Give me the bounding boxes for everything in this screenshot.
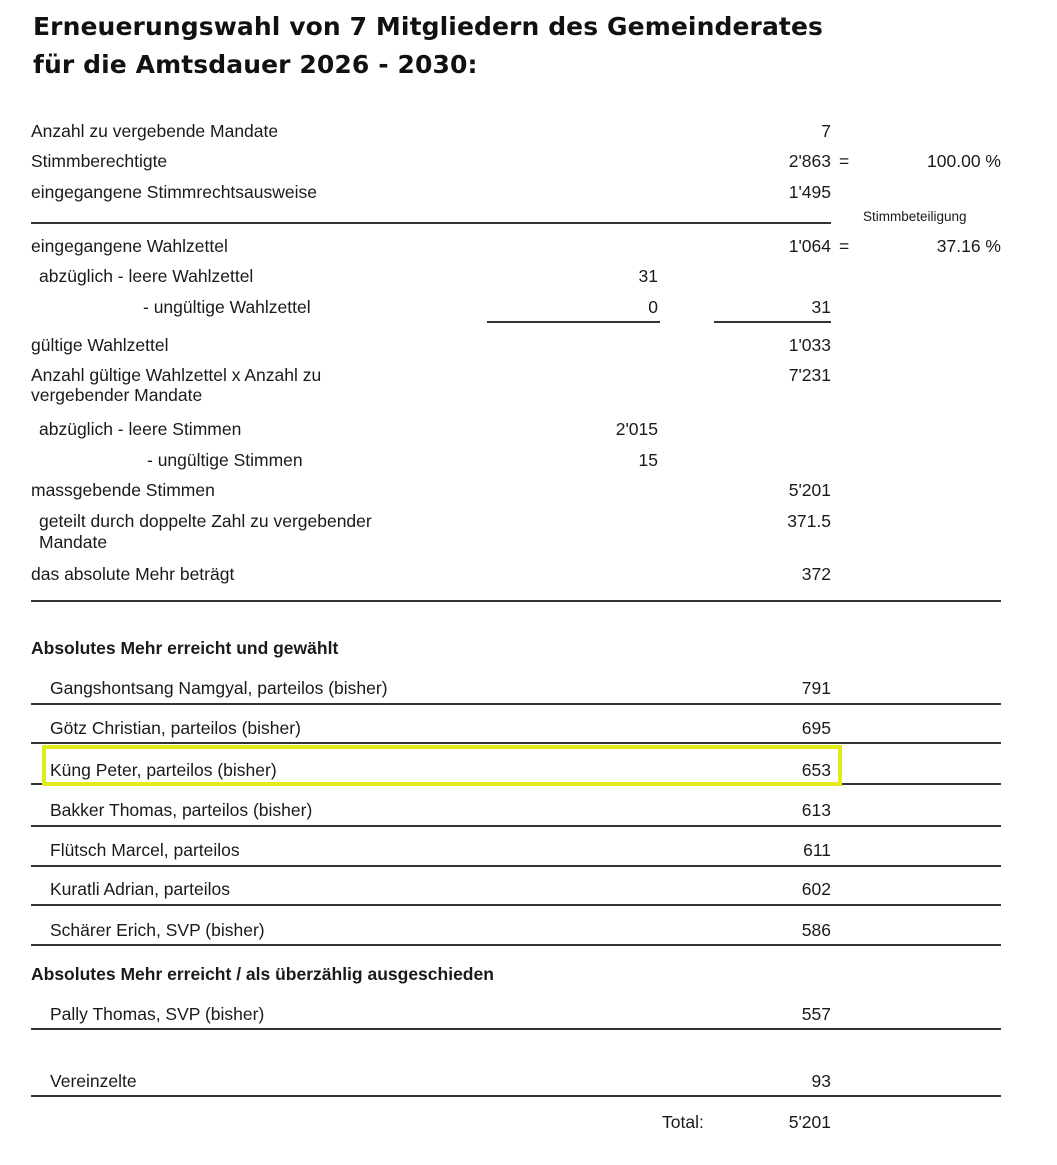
minus-invalid-ballots-label: - ungültige Wahlzettel (143, 297, 311, 317)
row-divider (31, 742, 1001, 744)
page-title-line-2: für die Amtsdauer 2026 - 2030: (33, 50, 478, 79)
majority-divider (31, 600, 1001, 602)
candidate-votes: 695 (801, 718, 831, 738)
total-label: Total: (662, 1112, 704, 1132)
row-divider (31, 825, 1001, 827)
product-label-line-1: Anzahl gültige Wahlzettel x Anzahl zu (31, 365, 322, 385)
highlight-box (42, 745, 842, 786)
candidate-name: Gangshontsang Namgyal, parteilos (bisher) (50, 678, 388, 698)
minus-invalid-ballots-value: 0 (648, 297, 658, 317)
page-title-line-1: Erneuerungswahl von 7 Mitgliedern des Gemeinderates (33, 12, 824, 41)
row-divider (31, 1095, 1001, 1097)
valid-ballots-label: gültige Wahlzettel (31, 335, 169, 355)
row-divider (31, 1028, 1001, 1030)
product-label-line-2: vergebender Mandate (31, 385, 203, 405)
elected-heading: Absolutes Mehr erreicht und gewählt (31, 638, 339, 658)
divided-label-line-1: geteilt durch doppelte Zahl zu vergebender (39, 511, 372, 531)
ballots-label: eingegangene Wahlzettel (31, 236, 228, 256)
scattered-label: Vereinzelte (50, 1071, 137, 1091)
received-ids-label: eingegangene Stimmrechtsausweise (31, 182, 317, 202)
ballots-percent: 37.16 % (936, 236, 1001, 256)
candidate-name: Flütsch Marcel, parteilos (50, 840, 240, 860)
candidate-votes: 613 (801, 800, 831, 820)
total-value: 5'201 (788, 1112, 831, 1132)
ballots-equals: = (839, 236, 850, 256)
candidate-votes: 586 (801, 920, 831, 940)
majority-label: das absolute Mehr beträgt (31, 564, 235, 584)
candidate-name: Küng Peter, parteilos (bisher) (50, 760, 277, 780)
row-divider (31, 944, 1001, 946)
turnout-caption: Stimmbeteiligung (863, 209, 967, 224)
ballots-value: 1'064 (788, 236, 831, 256)
minus-invalid-votes-label: - ungültige Stimmen (147, 450, 303, 470)
candidate-name: Bakker Thomas, parteilos (bisher) (50, 800, 313, 820)
candidate-votes: 611 (803, 840, 831, 860)
eligible-percent: 100.00 % (927, 151, 1001, 171)
scattered-votes: 93 (811, 1071, 831, 1091)
eligible-equals: = (839, 151, 850, 171)
minus-ballots-total: 31 (811, 297, 831, 317)
product-value: 7'231 (788, 365, 831, 385)
surplus-heading: Absolutes Mehr erreicht / als überzählig ausgeschieden (31, 964, 494, 984)
row-divider (31, 904, 1001, 906)
divided-value: 371.5 (787, 511, 831, 531)
majority-value: 372 (801, 564, 831, 584)
eligible-label: Stimmberechtigte (31, 151, 168, 171)
candidate-votes: 791 (801, 678, 831, 698)
minus-invalid-votes-value: 15 (638, 450, 658, 470)
minus-empty-votes-label: abzüglich - leere Stimmen (39, 419, 242, 439)
subtotal-underline-left (487, 321, 660, 323)
valid-ballots-value: 1'033 (788, 335, 831, 355)
candidate-name: Götz Christian, parteilos (bisher) (50, 718, 301, 738)
minus-empty-votes-value: 2'015 (615, 419, 658, 439)
candidate-name: Kuratli Adrian, parteilos (50, 879, 230, 899)
candidate-votes: 602 (801, 879, 831, 899)
relevant-votes-value: 5'201 (788, 480, 831, 500)
candidate-votes: 653 (801, 760, 831, 780)
minus-empty-ballots-label: abzüglich - leere Wahlzettel (39, 266, 254, 286)
candidate-name: Pally Thomas, SVP (bisher) (50, 1004, 265, 1024)
divided-label-line-2: Mandate (39, 532, 108, 552)
subtotal-underline-right (714, 321, 831, 323)
summary-divider (31, 222, 831, 224)
row-divider (31, 865, 1001, 867)
relevant-votes-label: massgebende Stimmen (31, 480, 215, 500)
candidate-votes: 557 (801, 1004, 831, 1024)
candidate-name: Schärer Erich, SVP (bisher) (50, 920, 265, 940)
row-divider (31, 703, 1001, 705)
eligible-value: 2'863 (788, 151, 831, 171)
mandate-label: Anzahl zu vergebende Mandate (31, 121, 279, 141)
minus-empty-ballots-value: 31 (638, 266, 658, 286)
mandate-value: 7 (821, 121, 831, 141)
received-ids-value: 1'495 (788, 182, 831, 202)
